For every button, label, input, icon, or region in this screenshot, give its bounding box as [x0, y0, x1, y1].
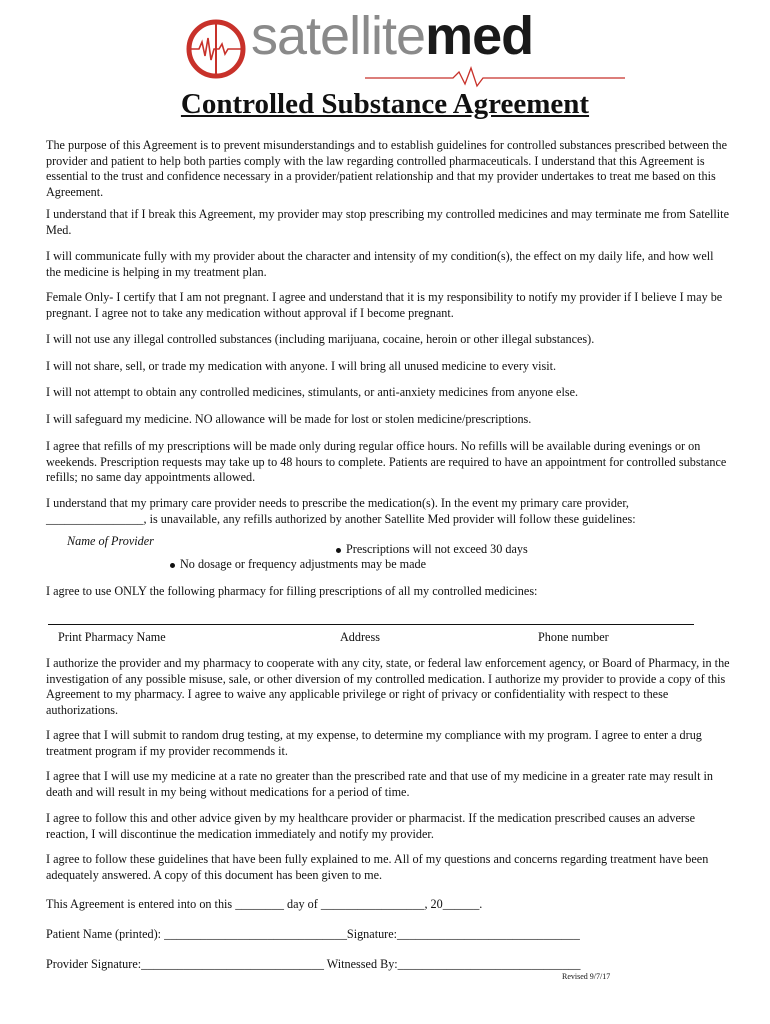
paragraph-advice: I agree to follow this and other advice given by my healthcare provider or pharmacist. If the medication prescribed causes an adverse reaction, I will discontinue the medication immediately and notify my provider.: [46, 811, 696, 841]
heartbeat-line-icon: [365, 66, 625, 88]
logo-wordmark-bold: med: [425, 6, 534, 66]
page-title: Controlled Substance Agreement: [180, 88, 590, 120]
agreement-date-line[interactable]: This Agreement is entered into on this ________ day of _________________, 20______.: [46, 897, 483, 911]
paragraph-illegal-substances: I will not use any illegal controlled substances (including marijuana, cocaine, heroin or other illegal substances).: [46, 332, 595, 346]
paragraph-refills: I agree that refills of my prescriptions will be made only during regular office hours. No refills will be available during evenings or on weekends. Prescription requests may take up to 48 hours to complete. Patients are required to have an appointment for controlled substance refills; no same day appointments allowed.: [46, 439, 727, 485]
paragraph-explained: I agree to follow these guidelines that have been fully explained to me. All of my questions and concerns regarding treatment have been adequately answered. A copy of this document has been given to me.: [46, 852, 709, 882]
logo-ring-icon: [185, 18, 247, 80]
paragraph-pregnancy: Female Only- I certify that I am not pregnant. I agree and understand that it is my responsibility to notify my provider if I believe I may be pregnant. I agree not to take any medication without approval if I become pregnant.: [46, 290, 723, 320]
guideline-text-2: No dosage or frequency adjustments may be made: [180, 557, 427, 571]
paragraph-safeguard: I will safeguard my medicine. NO allowance will be made for lost or stolen medicine/prescriptions.: [46, 412, 532, 426]
label-address: Address: [340, 630, 380, 644]
satellitemed-logo: [185, 6, 585, 82]
paragraph-purpose: The purpose of this Agreement is to prevent misunderstandings and to establish guidelines for controlled substances prescribed between the provider and patient to help both parties comply with the law regarding controlled pharmaceuticals. I understand that this Agreement is essential to the trust and confidence necessary in a provider/patient relationship and that my provider undertakes to treat me based on this Agreement.: [46, 138, 727, 200]
paragraph-termination: I understand that if I break this Agreement, my provider may stop prescribing my controlled medicines and may terminate me from Satellite Med.: [46, 207, 729, 237]
paragraph-other-sources: I will not attempt to obtain any controlled medicines, stimulants, or anti-anxiety medicines from anyone else.: [46, 385, 579, 399]
paragraph-pharmacy: I agree to use ONLY the following pharmacy for filling prescriptions of all my controlled medicines:: [46, 584, 538, 598]
paragraph-communication: I will communicate fully with my provider about the character and intensity of my condition(s), the effect on my daily life, and how well the medicine is helping in my treatment plan.: [46, 249, 714, 279]
paragraph-authorization: I authorize the provider and my pharmacy to cooperate with any city, state, or federal law enforcement agency, or Board of Pharmacy, in the investigation of any possible misuse, sale, or other diversion of my controlled medication. I authorize my provider to provide a copy of this Agreement to my pharmacy. I agree to waive any applicable privilege or right of privacy or confidentiality with respect to these authorizations.: [46, 656, 730, 718]
bullet-dot-icon: [336, 548, 341, 553]
guideline-bullet-2: [170, 557, 426, 573]
patient-signature-line[interactable]: Patient Name (printed): ______________________________Signature:______________________________: [46, 927, 580, 941]
guideline-bullet-1: [336, 542, 528, 558]
paragraph-sharing: I will not share, sell, or trade my medication with anyone. I will bring all unused medicine to every visit.: [46, 359, 557, 373]
paragraph-prescribed-rate: I agree that I will use my medicine at a rate no greater than the prescribed rate and that use of my medicine in a greater rate may result in death and will result in my being without medications for a period of time.: [46, 769, 713, 799]
provider-name-caption: Name of Provider: [67, 534, 154, 548]
logo-wordmark: [251, 6, 533, 66]
logo-wordmark-light: satellite: [251, 6, 426, 66]
paragraph-drug-testing: I agree that I will submit to random drug testing, at my expense, to determine my compliance with my program. I agree to enter a drug treatment program if my provider recommends it.: [46, 728, 702, 758]
label-phone-number: Phone number: [538, 630, 609, 644]
primary-care-line-1: I understand that my primary care provider needs to prescribe the medication(s). In the event my primary care provider,: [46, 496, 629, 510]
bullet-dot-icon: [170, 563, 175, 568]
primary-care-line-2: ________________, is unavailable, any refills authorized by another Satellite Med provider will follow these guidelines:: [46, 511, 636, 526]
guideline-text-1: Prescriptions will not exceed 30 days: [346, 542, 528, 556]
paragraph-primary-care: [46, 496, 730, 527]
label-pharmacy-name: Print Pharmacy Name: [58, 630, 166, 644]
revision-note: Revised 9/7/17: [562, 972, 611, 981]
provider-signature-line[interactable]: Provider Signature:______________________________ Witnessed By:______________________________: [46, 957, 581, 971]
pharmacy-input-line[interactable]: [48, 624, 694, 625]
